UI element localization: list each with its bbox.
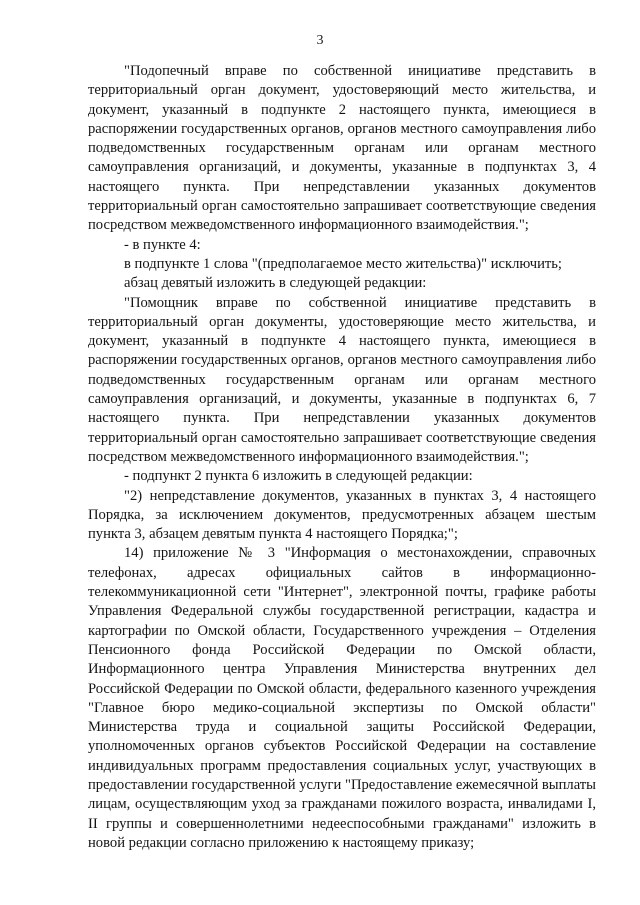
document-body — [88, 62, 596, 853]
paragraph-point-6-text: "2) непредставление документов, указанных в пунктах 3, 4 настоящего Порядка, за исключением документов, предусмотренных абзацем шестым пункта 3, абзацем девятым пункта 4 настоящего Порядка;"; — [88, 487, 596, 543]
page-number: 3 — [316, 33, 324, 48]
paragraph-subpoint-1-change: в подпункте 1 слова "(предполагаемое место жительства)" исключить; — [124, 255, 562, 272]
paragraph-ward-documents: "Подопечный вправе по собственной инициативе представить в территориальный орган документ, удостоверяющий место жительства, и документ, указанный в подпункте 2 настоящего пункта, имеющиеся в распоряжении государственных органов, органов местного самоуправления либо подведомственных государственным органам или органам местного самоуправления организаций, и документы, указанные в подпунктах 3, 4 настоящего пункта. При непредставлении указанных документов территориальный орган самостоятельно запрашивает соответствующие сведения посредством межведомственного информационного взаимодействия."; — [88, 63, 596, 234]
paragraph-appendix-3: 14) приложение № 3 "Информация о местонахождении, справочных телефонах, адресах официальных сайтов в информационно-телекоммуникационной сети "Интернет", электронной почты, графике работы Управления Федеральной службы государственной регистрации, кадастра и картографии по Омской области, Государственного учреждения – Отделения Пенсионного фонда Российской Федерации по Омской области, Информационного центра Управления Министерства внутренних дел Российской Федерации по Омской области, федерального казенного учреждения "Главное бюро медико-социальной экспертизы по Омской области" Министерства труда и социальной защиты Российской Федерации, уполномоченных органов субъектов Российской Федерации на составление индивидуальных программ предоставления социальных услуг, участвующих в предоставлении государственной услуги "Предоставление ежемесячной выплаты лицам, осуществляющим уход за гражданами пожилого возраста, инвалидами I, II группы и совершеннолетними недееспособными гражданами" изложить в новой редакции согласно приложению к настоящему приказу; — [88, 545, 596, 851]
paragraph-assistant-documents: "Помощник вправе по собственной инициативе представить в территориальный орган документы, удостоверяющие место жительства, и документ, указанный в подпункте 4 настоящего пункта, имеющиеся в распоряжении государственных органов, органов местного самоуправления либо подведомственных государственным органам или органам местного самоуправления организаций, и документы, указанные в подпунктах 6, 7 настоящего пункта. При непредставлении указанных документов территориальный орган самостоятельно запрашивает соответствующие сведения посредством межведомственного информационного взаимодействия."; — [88, 294, 596, 465]
paragraph-point-4-intro: - в пункте 4: — [124, 236, 201, 253]
paragraph-ninth-abzac-intro: абзац девятый изложить в следующей редакции: — [124, 275, 427, 292]
paragraph-point-6-intro: - подпункт 2 пункта 6 изложить в следующей редакции: — [124, 468, 473, 485]
